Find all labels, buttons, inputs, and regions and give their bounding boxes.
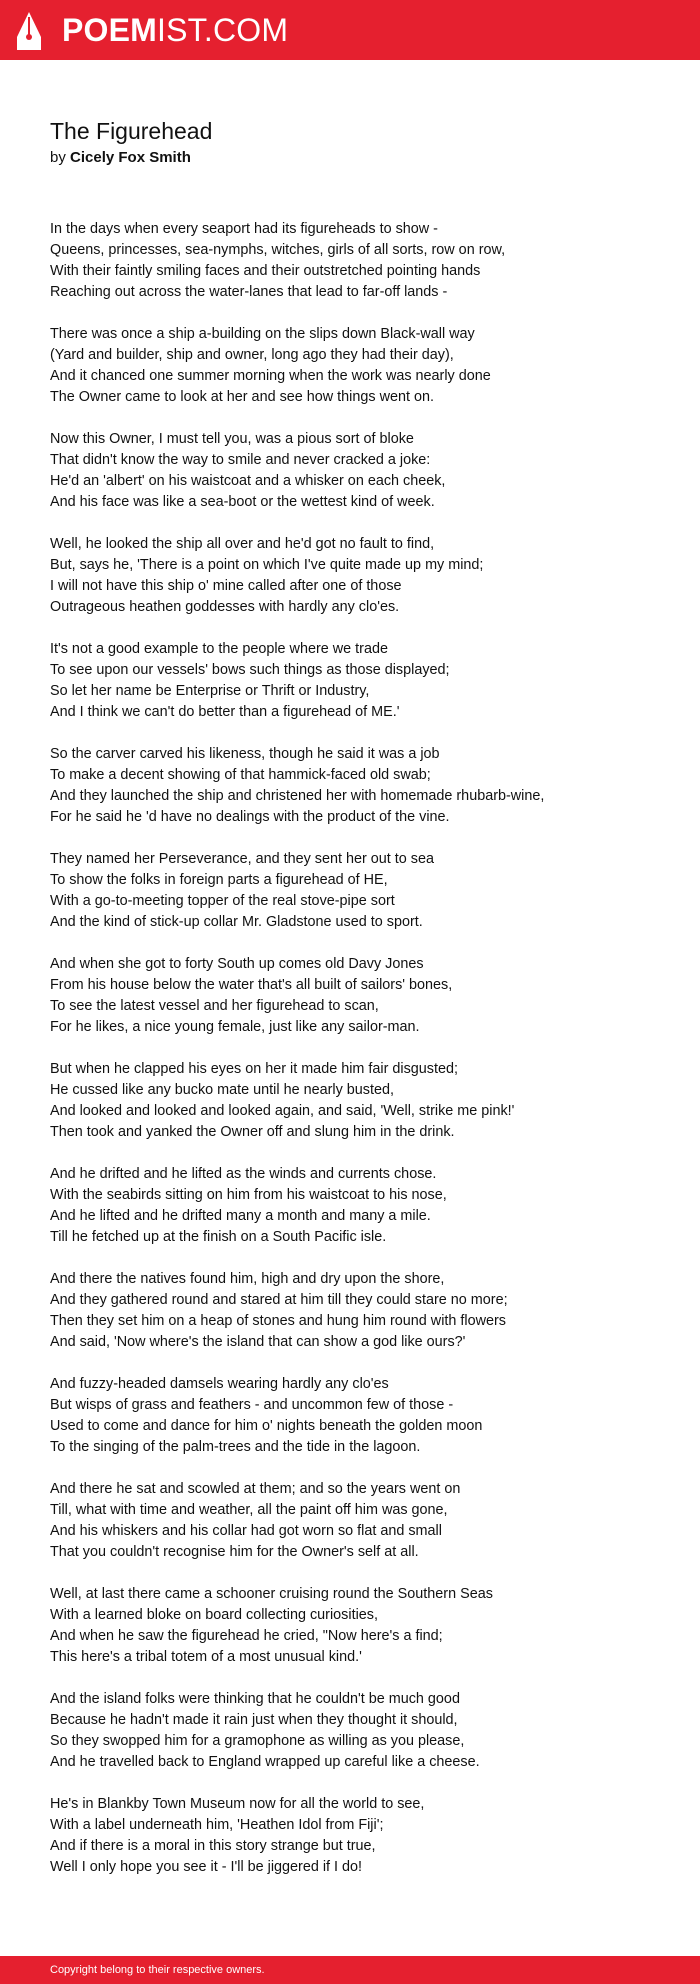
poem-line: So let her name be Enterprise or Thrift or Industry,	[50, 683, 370, 699]
poem-line: With a learned bloke on board collecting curiosities,	[50, 1607, 378, 1623]
poem-line: He's in Blankby Town Museum now for all the world to see,	[50, 1796, 425, 1812]
poem-line: Used to come and dance for him o' nights beneath the golden moon	[50, 1418, 483, 1434]
stanza	[50, 1269, 670, 1353]
stanza	[50, 849, 670, 933]
poem-line: And looked and looked and looked again, and said, 'Well, strike me pink!'	[50, 1103, 515, 1119]
poem-line: With the seabirds sitting on him from his waistcoat to his nose,	[50, 1187, 447, 1203]
stanza	[50, 1584, 670, 1668]
poem-line: And the island folks were thinking that he couldn't be much good	[50, 1691, 460, 1707]
poem-line: To make a decent showing of that hammick-faced old swab;	[50, 767, 431, 783]
poem-line: And he travelled back to England wrapped up careful like a cheese.	[50, 1754, 480, 1770]
by-label: by	[50, 149, 66, 166]
poem-line: For he said he 'd have no dealings with the product of the vine.	[50, 809, 450, 825]
poem-line: That didn't know the way to smile and never cracked a joke:	[50, 452, 431, 468]
copyright-text: Copyright belong to their respective owners.	[50, 1964, 265, 1976]
poem-line: To the singing of the palm-trees and the tide in the lagoon.	[50, 1439, 421, 1455]
poem-line: And if there is a moral in this story strange but true,	[50, 1838, 376, 1854]
poem-line: So the carver carved his likeness, though he said it was a job	[50, 746, 440, 762]
poem-line: For he likes, a nice young female, just like any sailor-man.	[50, 1019, 420, 1035]
poem-line: And they gathered round and stared at him till they could stare no more;	[50, 1292, 508, 1308]
poem-line: Well, he looked the ship all over and he'd got no fault to find,	[50, 536, 435, 552]
stanza	[50, 219, 670, 303]
poem-line: To see upon our vessels' bows such things as those displayed;	[50, 662, 450, 678]
site-header	[0, 0, 700, 60]
poem-line: This here's a tribal totem of a most unusual kind.'	[50, 1649, 362, 1665]
poem-line: And the kind of stick-up collar Mr. Gladstone used to sport.	[50, 914, 423, 930]
stanza	[50, 1479, 670, 1563]
poem-line: Because he hadn't made it rain just when they thought it should,	[50, 1712, 458, 1728]
poem-line: Queens, princesses, sea-nymphs, witches, girls of all sorts, row on row,	[50, 242, 506, 258]
poem-line: Then they set him on a heap of stones and hung him round with flowers	[50, 1313, 506, 1329]
poem-line: In the days when every seaport had its figureheads to show -	[50, 221, 438, 237]
poem-line: And when he saw the figurehead he cried, "Now here's a find;	[50, 1628, 443, 1644]
poem-line: But, says he, 'There is a point on which I've quite made up my mind;	[50, 557, 484, 573]
logo-bold-text: POEM	[62, 12, 158, 48]
poem-body	[50, 219, 670, 1899]
logo-light-text: IST.COM	[157, 12, 289, 48]
stanza	[50, 639, 670, 723]
poem-line: The Owner came to look at her and see how things went on.	[50, 389, 434, 405]
poem-line: But wisps of grass and feathers - and uncommon few of those -	[50, 1397, 454, 1413]
poem-line: And there he sat and scowled at them; and so the years went on	[50, 1481, 461, 1497]
poem-title: The Figurehead	[50, 118, 213, 144]
site-logo[interactable]	[62, 10, 288, 50]
poem-line: Till, what with time and weather, all the paint off him was gone,	[50, 1502, 448, 1518]
poem-line: I will not have this ship o' mine called after one of those	[50, 578, 402, 594]
poem-line: He cussed like any bucko mate until he nearly busted,	[50, 1082, 394, 1098]
pen-nib-icon[interactable]	[16, 11, 42, 51]
poem-line: Then took and yanked the Owner off and slung him in the drink.	[50, 1124, 455, 1140]
poem-line: And said, 'Now where's the island that can show a god like ours?'	[50, 1334, 466, 1350]
stanza	[50, 1164, 670, 1248]
poem-line: To show the folks in foreign parts a figurehead of HE,	[50, 872, 388, 888]
poem-line: And they launched the ship and christened her with homemade rhubarb-wine,	[50, 788, 545, 804]
poem-line: And he drifted and he lifted as the winds and currents chose.	[50, 1166, 437, 1182]
poem-line: From his house below the water that's all built of sailors' bones,	[50, 977, 453, 993]
stanza	[50, 1794, 670, 1878]
poem-line: And there the natives found him, high and dry upon the shore,	[50, 1271, 445, 1287]
site-footer	[0, 1956, 700, 1984]
poem-line: There was once a ship a-building on the slips down Black-wall way	[50, 326, 475, 342]
poem-line: Outrageous heathen goddesses with hardly any clo'es.	[50, 599, 400, 615]
poem-line: To see the latest vessel and her figurehead to scan,	[50, 998, 379, 1014]
poem-line: He'd an 'albert' on his waistcoat and a whisker on each cheek,	[50, 473, 446, 489]
poem-line: (Yard and builder, ship and owner, long ago they had their day),	[50, 347, 454, 363]
author-name: Cicely Fox Smith	[70, 149, 191, 166]
poem-line: Now this Owner, I must tell you, was a pious sort of bloke	[50, 431, 414, 447]
poem-line: With a go-to-meeting topper of the real stove-pipe sort	[50, 893, 395, 909]
poem-line: And when she got to forty South up comes old Davy Jones	[50, 956, 424, 972]
stanza	[50, 1374, 670, 1458]
poem-line: So they swopped him for a gramophone as willing as you please,	[50, 1733, 465, 1749]
poem-line: And it chanced one summer morning when the work was nearly done	[50, 368, 491, 384]
poem-line: And his face was like a sea-boot or the wettest kind of week.	[50, 494, 435, 510]
stanza	[50, 324, 670, 408]
poem-line: But when he clapped his eyes on her it made him fair disgusted;	[50, 1061, 458, 1077]
poem-line: It's not a good example to the people where we trade	[50, 641, 388, 657]
poem-line: Till he fetched up at the finish on a South Pacific isle.	[50, 1229, 387, 1245]
stanza	[50, 954, 670, 1038]
poem-line: With their faintly smiling faces and their outstretched pointing hands	[50, 263, 481, 279]
poem-line: That you couldn't recognise him for the Owner's self at all.	[50, 1544, 419, 1560]
poem-line: And fuzzy-headed damsels wearing hardly any clo'es	[50, 1376, 389, 1392]
stanza	[50, 1059, 670, 1143]
poem-line: And I think we can't do better than a figurehead of ME.'	[50, 704, 400, 720]
stanza	[50, 1689, 670, 1773]
stanza	[50, 534, 670, 618]
stanza	[50, 744, 670, 828]
stanza	[50, 429, 670, 513]
byline	[50, 147, 191, 169]
poem-line: With a label underneath him, 'Heathen Idol from Fiji';	[50, 1817, 384, 1833]
poem-line: They named her Perseverance, and they sent her out to sea	[50, 851, 434, 867]
poem-line: Reaching out across the water-lanes that lead to far-off lands -	[50, 284, 448, 300]
poem-line: And he lifted and he drifted many a month and many a mile.	[50, 1208, 431, 1224]
poem-line: Well I only hope you see it - I'll be jiggered if I do!	[50, 1859, 363, 1875]
poem-line: And his whiskers and his collar had got worn so flat and small	[50, 1523, 442, 1539]
poem-line: Well, at last there came a schooner cruising round the Southern Seas	[50, 1586, 493, 1602]
